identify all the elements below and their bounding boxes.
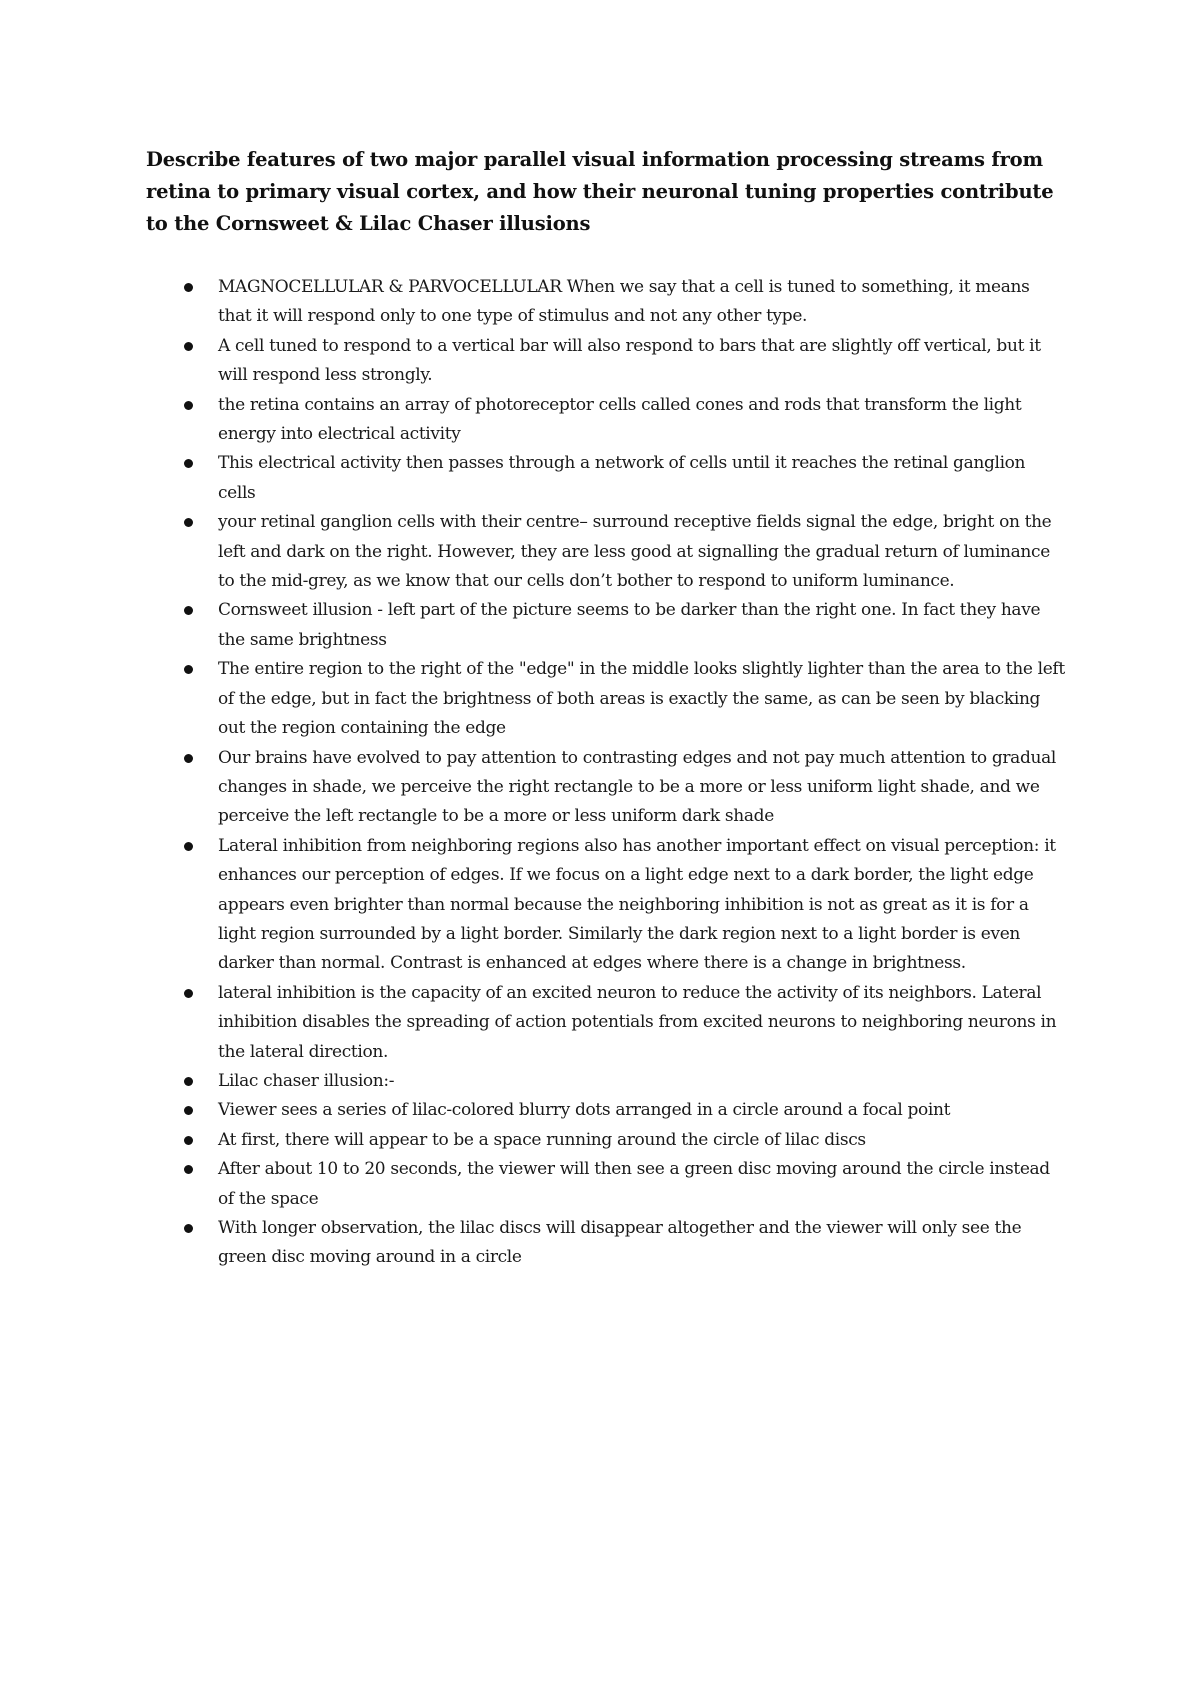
bullet-item	[146, 449, 1066, 508]
bullet-text: The entire region to the right of the "edge" in the middle looks slightly lighter than the area to the left of the edge, but in fact the brightness of both areas is exactly the same, as can be seen by blacking out the region containing the edge	[218, 659, 1065, 739]
document-heading: Describe features of two major parallel visual information processing streams from retina to primary visual cortex, and how their neuronal tuning properties contribute to the Cornsweet & Lilac Chaser illusions	[146, 148, 1054, 235]
bullet-dot-icon	[184, 1136, 193, 1145]
bullet-dot-icon	[184, 989, 193, 998]
bullet-list	[146, 273, 1066, 1273]
bullet-dot-icon	[184, 665, 193, 674]
bullet-item	[146, 1067, 1066, 1096]
bullet-item	[146, 596, 1066, 655]
bullet-item	[146, 273, 1066, 332]
bullet-item	[146, 832, 1066, 979]
bullet-dot-icon	[184, 459, 193, 468]
bullet-item	[146, 391, 1066, 450]
bullet-dot-icon	[184, 1106, 193, 1115]
bullet-dot-icon	[184, 401, 193, 410]
bullet-text: lateral inhibition is the capacity of an excited neuron to reduce the activity of its neighbors. Lateral inhibition disables the spreading of action potentials from excited neurons to neighboring neurons in the lateral direction.	[218, 982, 1057, 1062]
bullet-dot-icon	[184, 842, 193, 851]
bullet-text: Lateral inhibition from neighboring regions also has another important effect on visual perception: it enhances our perception of edges. If we focus on a light edge next to a dark border, the light edge appears even brighter than normal because the neighboring inhibition is not as great as it is for a light region surrounded by a light border. Similarly the dark region next to a light border is even darker than normal. Contrast is enhanced at edges where there is a change in brightness.	[218, 835, 1056, 974]
bullet-item	[146, 655, 1066, 743]
bullet-dot-icon	[184, 1077, 193, 1086]
bullet-text: With longer observation, the lilac discs will disappear altogether and the viewer will only see the green disc moving around in a circle	[218, 1218, 1022, 1268]
bullet-text: the retina contains an array of photoreceptor cells called cones and rods that transform the light energy into electrical activity	[218, 394, 1022, 445]
bullet-dot-icon	[184, 1165, 193, 1174]
bullet-text: Our brains have evolved to pay attention to contrasting edges and not pay much attention to gradual changes in shade, we perceive the right rectangle to be a more or less uniform light shade, and we perceive the left rectangle to be a more or less uniform dark shade	[218, 747, 1056, 827]
bullet-text: Cornsweet illusion - left part of the picture seems to be darker than the right one. In fact they have the same brightness	[218, 600, 1041, 650]
bullet-text: At first, there will appear to be a space running around the circle of lilac discs	[218, 1129, 866, 1150]
bullet-item	[146, 1155, 1066, 1214]
bullet-dot-icon	[184, 283, 193, 292]
bullet-text: A cell tuned to respond to a vertical bar will also respond to bars that are slightly off vertical, but it will respond less strongly.	[218, 335, 1041, 386]
bullet-text: Viewer sees a series of lilac-colored blurry dots arranged in a circle around a focal point	[218, 1100, 951, 1121]
bullet-item	[146, 1214, 1066, 1273]
bullet-item	[146, 332, 1066, 391]
bullet-text: After about 10 to 20 seconds, the viewer will then see a green disc moving around the circle instead of the space	[218, 1159, 1050, 1209]
bullet-dot-icon	[184, 518, 193, 527]
bullet-dot-icon	[184, 754, 193, 763]
bullet-text: This electrical activity then passes through a network of cells until it reaches the retinal ganglion cells	[218, 453, 1026, 503]
bullet-text: MAGNOCELLULAR & PARVOCELLULAR When we say that a cell is tuned to something, it means that it will respond only to one type of stimulus and not any other type.	[218, 277, 1030, 327]
bullet-dot-icon	[184, 606, 193, 615]
bullet-item	[146, 1096, 1066, 1125]
bullet-item	[146, 744, 1066, 832]
bullet-item	[146, 979, 1066, 1067]
bullet-text: Lilac chaser illusion:-	[218, 1070, 395, 1091]
bullet-text: your retinal ganglion cells with their centre– surround receptive fields signal the edge, bright on the left and dark on the right. However, they are less good at signalling the gradual return of luminance to the mid-grey, as we know that our cells don’t bother to respond to uniform luminance.	[218, 512, 1052, 592]
bullet-item	[146, 1126, 1066, 1155]
bullet-dot-icon	[184, 342, 193, 351]
bullet-item	[146, 508, 1066, 596]
bullet-dot-icon	[184, 1224, 193, 1233]
